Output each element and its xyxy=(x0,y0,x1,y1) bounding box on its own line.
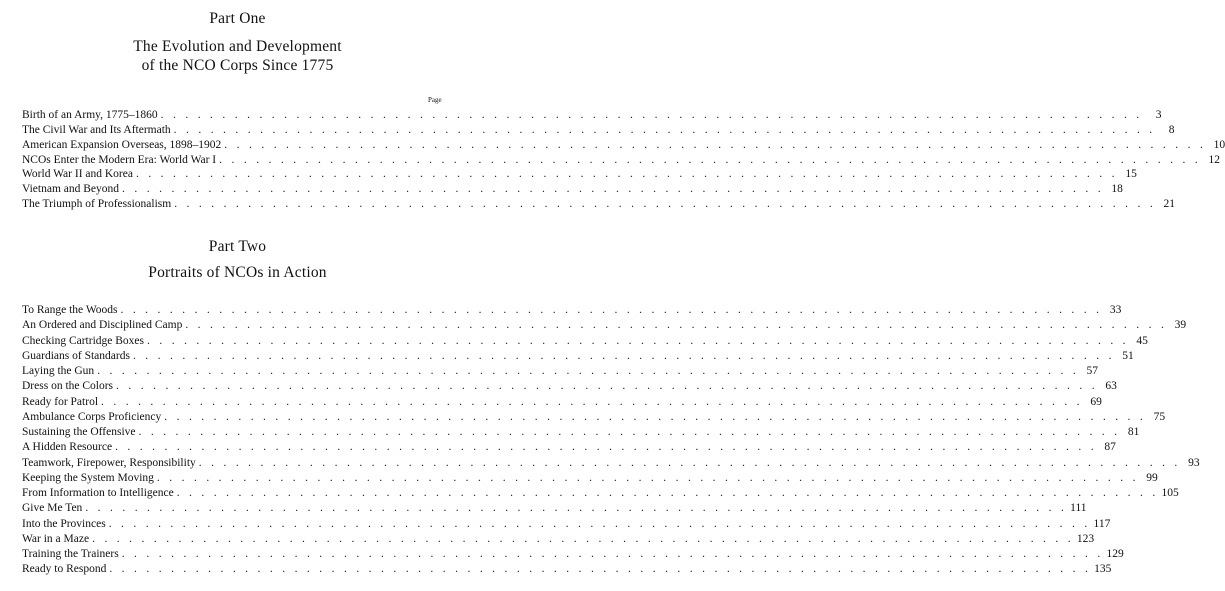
toc-entry-page: 123 xyxy=(1076,532,1095,545)
dot-leader: . . . . . . . . . . . . . . . . . . . . . . . . . . . . . . . . . . . . . . . . . . . . . . . . . . . . . . . . . . . . . . . . . . . . . . . . . . . . . . . . xyxy=(101,395,1083,408)
dot-leader: . . . . . . . . . . . . . . . . . . . . . . . . . . . . . . . . . . . . . . . . . . . . . . . . . . . . . . . . . . . . . . . . . . . . . . . . . . . . . . . . xyxy=(115,441,1097,454)
toc-entry-title: Ready for Patrol xyxy=(22,395,99,408)
dot-leader: . . . . . . . . . . . . . . . . . . . . . . . . . . . . . . . . . . . . . . . . . . . . . . . . . . . . . . . . . . . . . . . . . . . . . . . . . . . . . . . . xyxy=(97,365,1080,377)
toc-entry-page: 39 xyxy=(1174,319,1187,332)
toc-entry-page: 69 xyxy=(1090,395,1102,408)
toc-entry xyxy=(22,547,1124,562)
toc-entry xyxy=(22,138,1225,153)
toc-entry xyxy=(22,108,1162,123)
toc-entry-title: Ready to Respond xyxy=(22,563,107,576)
toc-entry xyxy=(22,349,1134,364)
toc-entry-title: American Expansion Overseas, 1898–1902 xyxy=(22,138,222,151)
toc-entry-page: 3 xyxy=(1155,109,1162,121)
toc-entry xyxy=(22,167,1137,182)
toc-entry-title: Teamwork, Firepower, Responsibility xyxy=(22,456,196,469)
toc-entry-page: 99 xyxy=(1146,471,1158,484)
toc-entry xyxy=(22,379,1117,394)
dot-leader: . . . . . . . . . . . . . . . . . . . . . . . . . . . . . . . . . . . . . . . . . . . . . . . . . . . . . . . . . . . . . . . . . . . . . . . . . . . . . . . . xyxy=(160,109,1143,121)
part-two-label: Part Two xyxy=(208,238,267,255)
dot-leader: . . . . . . . . . . . . . . . . . . . . . . . . . . . . . . . . . . . . . . . . . . . . . . . . . . . . . . . . . . . . . . . . . . . . . . . . . . . . . . . . xyxy=(147,334,1129,347)
toc-entry xyxy=(22,517,1111,532)
toc-entry-title: Training the Trainers xyxy=(22,548,119,560)
toc-entry-title: War in a Maze xyxy=(22,532,90,545)
part-two-contents xyxy=(22,303,1200,578)
dot-leader: . . . . . . . . . . . . . . . . . . . . . . . . . . . . . . . . . . . . . . . . . . . . . . . . . . . . . . . . . . . . . . . . . . . . . . . . . . . . . . . . xyxy=(92,532,1074,545)
page-column-label: Page xyxy=(428,96,442,104)
toc-entry xyxy=(22,303,1122,318)
toc-entry-title: The Civil War and Its Aftermath xyxy=(22,123,171,136)
toc-entry-page: 33 xyxy=(1109,304,1122,316)
part-one-contents xyxy=(22,108,1225,212)
dot-leader: . . . . . . . . . . . . . . . . . . . . . . . . . . . . . . . . . . . . . . . . . . . . . . . . . . . . . . . . . . . . . . . . . . . . . . . . . . . . . . . . xyxy=(198,456,1181,469)
toc-entry-page: 21 xyxy=(1163,198,1176,211)
dot-leader: . . . . . . . . . . . . . . . . . . . . . . . . . . . . . . . . . . . . . . . . . . . . . . . . . . . . . . . . . . . . . . . . . . . . . . . . . . . . . . . . xyxy=(135,168,1118,181)
dot-leader: . . . . . . . . . . . . . . . . . . . . . . . . . . . . . . . . . . . . . . . . . . . . . . . . . . . . . . . . . . . . . . . . . . . . . . . . . . . . . . . . xyxy=(109,563,1092,576)
dot-leader: . . . . . . . . . . . . . . . . . . . . . . . . . . . . . . . . . . . . . . . . . . . . . . . . . . . . . . . . . . . . . . . . . . . . . . . . . . . . . . . . xyxy=(176,487,1159,499)
toc-entry-title: Checking Cartridge Boxes xyxy=(22,334,145,347)
toc-entry-page: 8 xyxy=(1168,123,1175,136)
dot-leader: . . . . . . . . . . . . . . . . . . . . . . . . . . . . . . . . . . . . . . . . . . . . . . . . . . . . . . . . . . . . . . . . . . . . . . . . . . . . . . . . xyxy=(174,198,1157,211)
toc-entry-page: 117 xyxy=(1093,517,1111,530)
toc-entry-title: Give Me Ten xyxy=(22,502,83,515)
dot-leader: . . . . . . . . . . . . . . . . . . . . . . . . . . . . . . . . . . . . . . . . . . . . . . . . . . . . . . . . . . . . . . . . . . . . . . . . . . . . . . . . xyxy=(121,548,1104,560)
toc-entry-title: An Ordered and Disciplined Camp xyxy=(22,319,183,332)
toc-entry xyxy=(22,123,1175,138)
toc-entry-title: Vietnam and Beyond xyxy=(22,183,120,196)
toc-entry-page: 135 xyxy=(1094,563,1112,576)
toc-entry-title: Dress on the Colors xyxy=(22,380,114,393)
toc-entry-title: Guardians of Standards xyxy=(22,349,130,362)
toc-entry xyxy=(22,471,1158,486)
toc-entry-page: 15 xyxy=(1125,168,1137,181)
toc-entry xyxy=(22,182,1123,197)
toc-entry-title: A Hidden Resource xyxy=(22,441,113,454)
toc-entry xyxy=(22,501,1087,516)
part-one-label: Part One xyxy=(209,10,266,27)
toc-entry-page: 81 xyxy=(1127,426,1140,438)
toc-entry-title: From Information to Intelligence xyxy=(22,487,174,499)
toc-entry xyxy=(22,395,1102,410)
toc-entry xyxy=(22,334,1148,349)
toc-entry xyxy=(22,410,1166,425)
dot-leader: . . . . . . . . . . . . . . . . . . . . . . . . . . . . . . . . . . . . . . . . . . . . . . . . . . . . . . . . . . . . . . . . . . . . . . . . . . . . . . . . xyxy=(219,153,1201,166)
toc-entry xyxy=(22,153,1220,168)
toc-entry-title: To Range the Woods xyxy=(22,304,118,316)
toc-entry-title: Birth of an Army, 1775–1860 xyxy=(22,109,158,121)
dot-leader: . . . . . . . . . . . . . . . . . . . . . . . . . . . . . . . . . . . . . . . . . . . . . . . . . . . . . . . . . . . . . . . . . . . . . . . . . . . . . . . . xyxy=(132,349,1115,362)
toc-entry-page: 57 xyxy=(1086,365,1099,377)
toc-entry-page: 105 xyxy=(1161,487,1179,499)
toc-entry-page: 51 xyxy=(1122,349,1134,362)
dot-leader: . . . . . . . . . . . . . . . . . . . . . . . . . . . . . . . . . . . . . . . . . . . . . . . . . . . . . . . . . . . . . . . . . . . . . . . . . . . . . . . . xyxy=(185,319,1168,332)
toc-entry-page: 18 xyxy=(1111,183,1123,196)
toc-entry-title: Laying the Gun xyxy=(22,365,95,377)
part-one-title-line1: The Evolution and Development xyxy=(133,38,342,55)
toc-entry-title: Sustaining the Offensive xyxy=(22,426,136,438)
toc-entry-page: 45 xyxy=(1136,334,1148,347)
toc-entry-page: 87 xyxy=(1104,441,1116,454)
dot-leader: . . . . . . . . . . . . . . . . . . . . . . . . . . . . . . . . . . . . . . . . . . . . . . . . . . . . . . . . . . . . . . . . . . . . . . . . . . . . . . . . xyxy=(173,123,1156,136)
toc-entry xyxy=(22,197,1176,212)
toc-entry-page: 75 xyxy=(1153,410,1166,423)
toc-entry-page: 111 xyxy=(1070,502,1087,515)
toc-entry xyxy=(22,425,1140,440)
toc-entry xyxy=(22,562,1112,577)
dot-leader: . . . . . . . . . . . . . . . . . . . . . . . . . . . . . . . . . . . . . . . . . . . . . . . . . . . . . . . . . . . . . . . . . . . . . . . . . . . . . . . . xyxy=(224,138,1207,151)
toc-entry-page: 63 xyxy=(1105,380,1117,393)
toc-entry-title: Keeping the System Moving xyxy=(22,471,154,484)
toc-entry-title: World War II and Korea xyxy=(22,168,133,181)
toc-entry xyxy=(22,364,1099,379)
dot-leader: . . . . . . . . . . . . . . . . . . . . . . . . . . . . . . . . . . . . . . . . . . . . . . . . . . . . . . . . . . . . . . . . . . . . . . . . . . . . . . . . xyxy=(156,471,1139,484)
toc-entry-title: Into the Provinces xyxy=(22,517,106,530)
toc-entry xyxy=(22,318,1187,333)
dot-leader: . . . . . . . . . . . . . . . . . . . . . . . . . . . . . . . . . . . . . . . . . . . . . . . . . . . . . . . . . . . . . . . . . . . . . . . . . . . . . . . . xyxy=(85,502,1068,515)
toc-entry-page: 10 xyxy=(1213,138,1225,151)
toc-entry-page: 93 xyxy=(1188,456,1200,469)
toc-entry-title: The Triumph of Professionalism xyxy=(22,198,172,211)
toc-entry xyxy=(22,440,1116,455)
toc-entry xyxy=(22,486,1179,501)
part-one-title-line2: of the NCO Corps Since 1775 xyxy=(141,57,334,74)
part-two-title: Portraits of NCOs in Action xyxy=(148,264,327,281)
toc-entry-title: Ambulance Corps Proficiency xyxy=(22,410,162,423)
toc-entry-page: 129 xyxy=(1106,548,1124,560)
toc-entry-title: NCOs Enter the Modern Era: World War I xyxy=(22,153,217,166)
toc-entry-page: 12 xyxy=(1208,153,1220,166)
dot-leader: . . . . . . . . . . . . . . . . . . . . . . . . . . . . . . . . . . . . . . . . . . . . . . . . . . . . . . . . . . . . . . . . . . . . . . . . . . . . . . . . xyxy=(122,183,1104,196)
dot-leader: . . . . . . . . . . . . . . . . . . . . . . . . . . . . . . . . . . . . . . . . . . . . . . . . . . . . . . . . . . . . . . . . . . . . . . . . . . . . . . . . xyxy=(120,304,1103,316)
dot-leader: . . . . . . . . . . . . . . . . . . . . . . . . . . . . . . . . . . . . . . . . . . . . . . . . . . . . . . . . . . . . . . . . . . . . . . . . . . . . . . . . xyxy=(108,517,1091,530)
dot-leader: . . . . . . . . . . . . . . . . . . . . . . . . . . . . . . . . . . . . . . . . . . . . . . . . . . . . . . . . . . . . . . . . . . . . . . . . . . . . . . . . xyxy=(116,380,1098,393)
dot-leader: . . . . . . . . . . . . . . . . . . . . . . . . . . . . . . . . . . . . . . . . . . . . . . . . . . . . . . . . . . . . . . . . . . . . . . . . . . . . . . . . xyxy=(138,426,1121,438)
toc-entry xyxy=(22,532,1095,547)
dot-leader: . . . . . . . . . . . . . . . . . . . . . . . . . . . . . . . . . . . . . . . . . . . . . . . . . . . . . . . . . . . . . . . . . . . . . . . . . . . . . . . . xyxy=(164,410,1147,423)
toc-entry xyxy=(22,456,1200,471)
